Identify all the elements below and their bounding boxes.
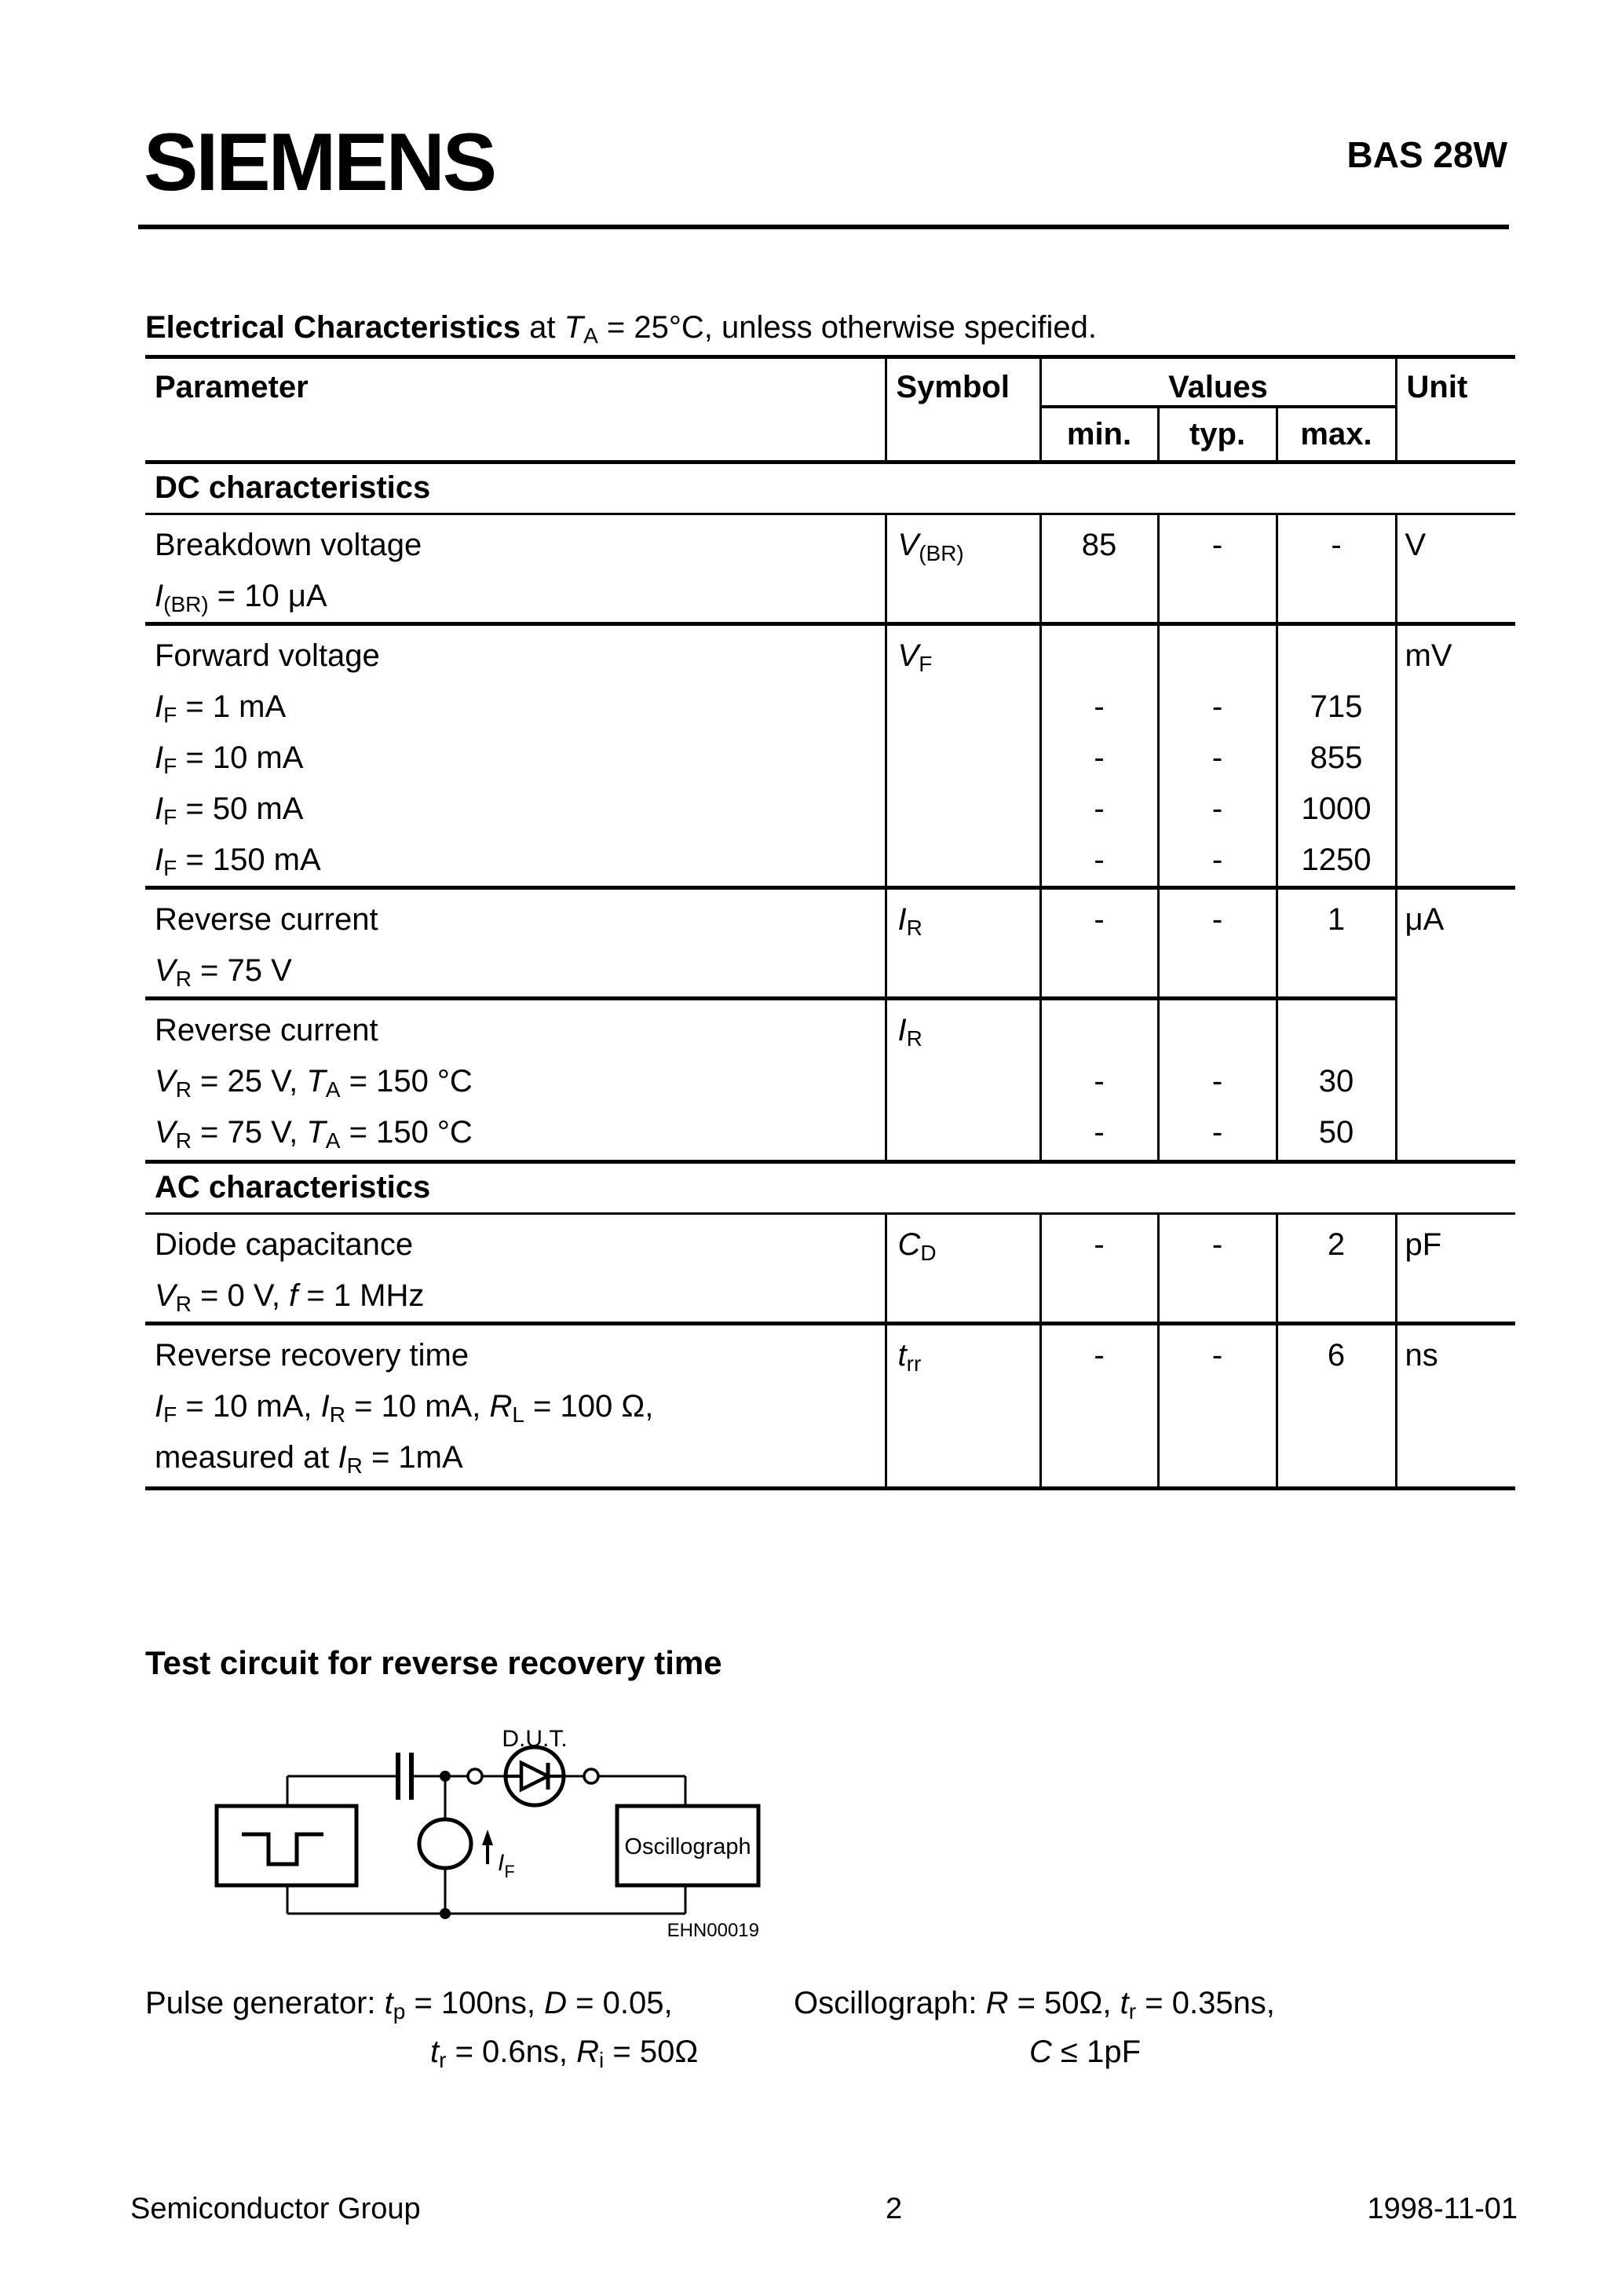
node-dot	[440, 1908, 451, 1919]
part-number: BAS 28W	[1346, 134, 1507, 175]
parameter-cell: Reverse current $V_R = 25$ V, $T_A = 150$ °C $V_R = 75$ V, $T_A = 150$ °C	[145, 999, 886, 1162]
if-label	[498, 1850, 515, 1881]
min-cell: - - - -	[1040, 624, 1158, 888]
pulse-note-line2: $t_r = 0.6ns$, $R_i = 50\Omega$	[430, 2035, 699, 2072]
max-cell: 715 855 1000 1250	[1277, 624, 1396, 888]
terminal-icon	[584, 1769, 598, 1783]
section-row	[145, 1162, 1515, 1214]
table-row	[145, 1214, 1515, 1324]
symbol-cell: $V_{(BR)}$	[886, 514, 1040, 624]
typ-cell: -	[1158, 514, 1277, 624]
dut-label: D.U.T.	[502, 1726, 568, 1752]
footer-date: 1998-11-01	[1367, 2192, 1518, 2225]
section-title: AC characteristics	[145, 1162, 1515, 1214]
footer-page-number: 2	[885, 2192, 903, 2225]
section-title: DC characteristics	[145, 462, 1515, 514]
col-header-parameter: Parameter	[155, 370, 309, 404]
unit-cell: mV	[1396, 624, 1515, 888]
symbol-cell: $C_D$	[886, 1214, 1040, 1324]
col-header-symbol: Symbol	[886, 357, 1040, 462]
max-cell: 30 50	[1277, 999, 1396, 1162]
pulse-waveform-icon	[242, 1834, 323, 1864]
col-header-typ: typ.	[1158, 407, 1277, 462]
table-row	[145, 888, 1515, 999]
max-cell: 1	[1277, 888, 1396, 999]
table-row	[145, 624, 1515, 888]
unit-cell: pF	[1396, 1214, 1515, 1324]
pulse-generator-notes	[145, 1979, 698, 2076]
oscillograph-note-line1: Oscillograph: R = 50Ω, $t_r = 0.35ns$,	[794, 1986, 1275, 2024]
min-cell: - -	[1040, 999, 1158, 1162]
test-circuit-diagram	[212, 1720, 769, 1947]
table-row	[145, 1324, 1515, 1489]
unit-cell: μA	[1396, 888, 1515, 1162]
footer-group: Semiconductor Group	[130, 2192, 421, 2225]
page-footer	[130, 2192, 1518, 2226]
table-row	[145, 514, 1515, 624]
figure-code: EHN00019	[667, 1920, 759, 1941]
oscillograph-notes	[794, 1979, 1275, 2076]
symbol-cell: $I_R$	[886, 888, 1040, 999]
characteristics-table	[145, 355, 1515, 1490]
current-source-icon	[419, 1819, 471, 1868]
symbol-cell: $t_{rr}$	[886, 1324, 1040, 1489]
oscillograph-label: Oscillograph	[624, 1834, 751, 1859]
min-cell: -	[1040, 888, 1158, 999]
if-label-base: I	[498, 1850, 505, 1876]
if-arrow-head-icon	[482, 1830, 493, 1845]
parameter-cell: Reverse recovery time $I_F = 10$ mA, $I_R = 10$ mA, $R_L = 100$ Ω, measured at $I_R = 1mA$	[145, 1324, 886, 1489]
typ-cell: -	[1158, 1214, 1277, 1324]
typ-cell: -	[1158, 888, 1277, 999]
oscillograph-note-line2: C ≤ 1pF	[1029, 2035, 1141, 2069]
parameter-cell: Reverse current $V_R = 75$ V	[145, 888, 886, 999]
parameter-cell: Diode capacitance $V_R = 0$ V, f = 1 MHz	[145, 1214, 886, 1324]
if-label-sub: F	[504, 1862, 515, 1881]
col-header-values: Values	[1040, 357, 1396, 408]
parameter-cell: Breakdown voltage $I_{(BR)} = 10$ μA	[145, 514, 886, 624]
pulse-note-line1: Pulse generator: $t_p = 100ns$, D = 0.05,	[145, 1986, 673, 2024]
col-header-max: max.	[1277, 407, 1396, 462]
table-header-row	[145, 357, 1515, 408]
diode-anode-icon	[521, 1763, 548, 1790]
typ-cell: - -	[1158, 999, 1277, 1162]
min-cell: 85	[1040, 514, 1158, 624]
test-circuit-title: Test circuit for reverse recovery time	[145, 1644, 722, 1681]
typ-cell: -	[1158, 1324, 1277, 1489]
electrical-characteristics-title: Electrical Characteristics at $T_A = 25^\circ C$, unless otherwise specified.	[145, 310, 1097, 348]
max-cell: 2	[1277, 1214, 1396, 1324]
siemens-logo: SIEMENS	[144, 117, 495, 208]
symbol-cell: $I_R$	[886, 999, 1040, 1162]
characteristics-table-wrap	[145, 355, 1515, 1490]
pulse-generator-box	[217, 1806, 356, 1885]
col-header-min: min.	[1040, 407, 1158, 462]
table-row	[145, 999, 1515, 1162]
col-header-unit: Unit	[1396, 357, 1515, 462]
min-cell: -	[1040, 1214, 1158, 1324]
typ-cell: - - - -	[1158, 624, 1277, 888]
section-row	[145, 462, 1515, 514]
unit-cell: ns	[1396, 1324, 1515, 1489]
max-cell: -	[1277, 514, 1396, 624]
terminal-icon	[468, 1769, 482, 1783]
max-cell: 6	[1277, 1324, 1396, 1489]
characteristics-table-body	[145, 462, 1515, 1489]
symbol-cell: $V_F$	[886, 624, 1040, 888]
parameter-cell: Forward voltage $I_F = 1$ mA $I_F = 10$ mA $I_F = 50$ mA $I_F = 150$ mA	[145, 624, 886, 888]
min-cell: -	[1040, 1324, 1158, 1489]
header-divider	[138, 225, 1509, 229]
unit-cell: V	[1396, 514, 1515, 624]
